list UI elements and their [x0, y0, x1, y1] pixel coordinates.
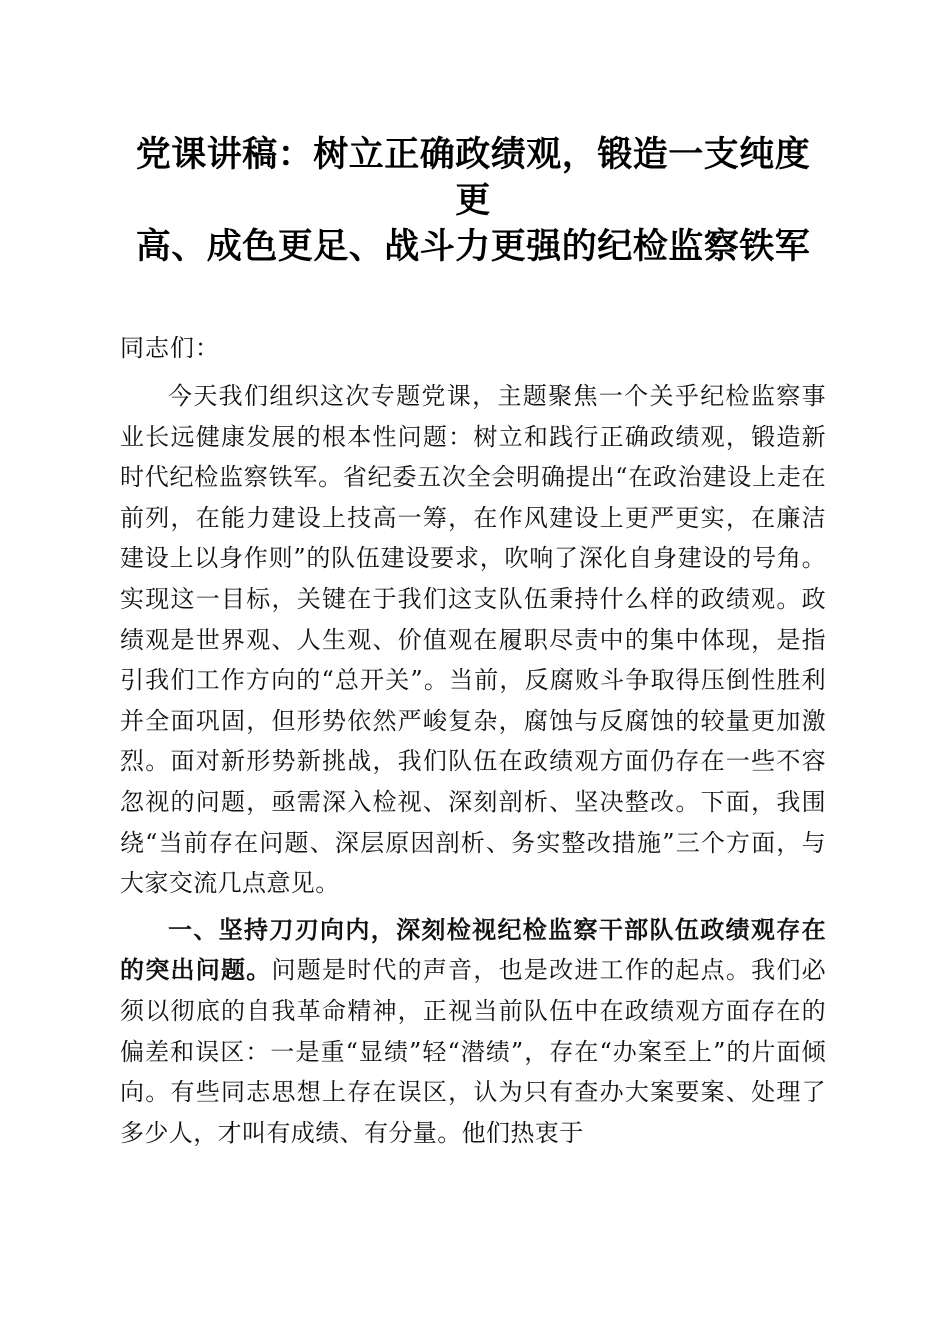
title-line-1: 党课讲稿：树立正确政绩观，锻造一支纯度更 — [135, 134, 811, 221]
title-line-2: 高、成色更足、战斗力更强的纪检监察铁军 — [135, 226, 811, 267]
document-title — [120, 132, 826, 270]
section-1-paragraph — [120, 910, 826, 1154]
greeting: 同志们： — [120, 334, 220, 362]
section-1-body: 问题是时代的声音，也是改进工作的起点。我们必须以彻底的自我革命精神，正视当前队伍中在政绩观方面存在的偏差和误区：一是重“显绩”轻“潜绩”，存在“办案至上”的片面倾向。有些同志思想上存在误区，认为只有查办大案要案、处理了多少人，才叫有成绩、有分量。他们热衷于 — [120, 956, 826, 1147]
intro-paragraph: 今天我们组织这次专题党课，主题聚焦一个关乎纪检监察事业长远健康发展的根本性问题：树立和践行正确政绩观，锻造新时代纪检监察铁军。省纪委五次全会明确提出“在政治建设上走在前列，在能力建设上技高一筹，在作风建设上更严更实，在廉洁建设上以身作则”的队伍建设要求，吹响了深化自身建设的号角。实现这一目标，关键在于我们这支队伍秉持什么样的政绩观。政绩观是世界观、人生观、价值观在履职尽责中的集中体现，是指引我们工作方向的“总开关”。当前，反腐败斗争取得压倒性胜利并全面巩固，但形势依然严峻复杂，腐蚀与反腐蚀的较量更加激烈。面对新形势新挑战，我们队伍在政绩观方面仍存在一些不容忽视的问题，亟需深入检视、深刻剖析、坚决整改。下面，我围绕“当前存在问题、深层原因剖析、务实整改措施”三个方面，与大家交流几点意见。 — [120, 382, 826, 898]
document-page — [120, 132, 826, 1153]
section-1-heading: 一、坚持刀刃向内，深刻检视纪检监察干部队伍政绩观存在的突出问题。 — [120, 915, 826, 985]
